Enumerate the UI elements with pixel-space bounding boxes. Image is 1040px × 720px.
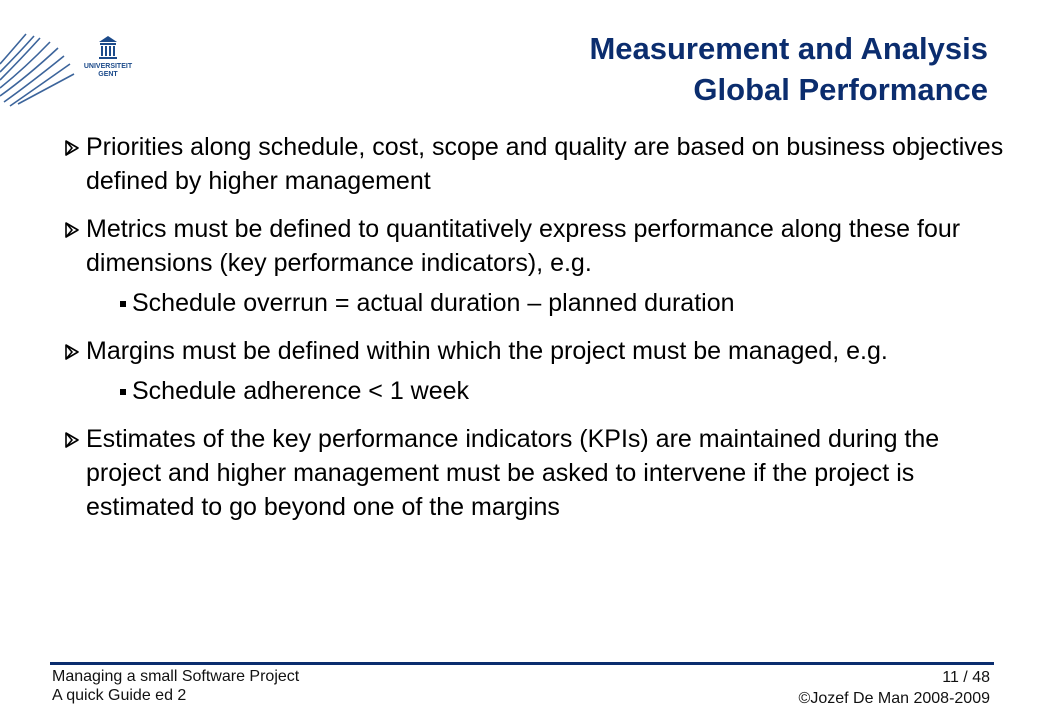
- arrow-bullet-icon: [64, 344, 80, 360]
- arrow-bullet-icon: [64, 140, 80, 156]
- bullet-item: [64, 422, 1004, 524]
- bullet-item: [64, 334, 1004, 408]
- footer-guide-edition: A quick Guide ed 2: [52, 687, 187, 704]
- title-line-2: Global Performance: [693, 72, 988, 107]
- sub-bullet-text: Schedule adherence < 1 week: [132, 377, 470, 405]
- bullet-text: Metrics must be defined to quantitatively express performance along these four dimensions (key performance indicators), e.g.: [86, 215, 961, 277]
- svg-text:GENT: GENT: [98, 71, 118, 78]
- slide-content: [64, 130, 1004, 538]
- square-bullet-icon: [120, 389, 126, 395]
- ghent-logo-icon: [0, 30, 150, 110]
- footer-course-title: Managing a small Software Project: [52, 668, 300, 685]
- page-number: 11 / 48: [942, 669, 990, 686]
- university-logo: [0, 30, 150, 110]
- footer-divider: [50, 662, 994, 665]
- bullet-text: Margins must be defined within which the project must be managed, e.g.: [86, 337, 888, 365]
- footer-left: [52, 667, 299, 705]
- bullet-item: [64, 212, 1004, 320]
- square-bullet-icon: [120, 301, 126, 307]
- sub-bullet-item: [64, 374, 1004, 408]
- title-line-1: Measurement and Analysis: [589, 31, 988, 66]
- copyright-text: ©Jozef De Man 2008-2009: [798, 690, 990, 707]
- sub-bullet-text: Schedule overrun = actual duration – planned duration: [132, 289, 735, 317]
- arrow-bullet-icon: [64, 222, 80, 238]
- slide-title: [589, 28, 988, 110]
- sub-bullet-item: [64, 286, 1004, 320]
- bullet-text: Estimates of the key performance indicators (KPIs) are maintained during the project and higher management must be asked to intervene if the project is estimated to go beyond one of the margins: [86, 425, 940, 521]
- footer-right: [799, 667, 990, 709]
- bullet-item: [64, 130, 1004, 198]
- arrow-bullet-icon: [64, 432, 80, 448]
- bullet-text: Priorities along schedule, cost, scope and quality are based on business objectives defined by higher management: [86, 133, 1004, 195]
- svg-text:UNIVERSITEIT: UNIVERSITEIT: [83, 63, 133, 70]
